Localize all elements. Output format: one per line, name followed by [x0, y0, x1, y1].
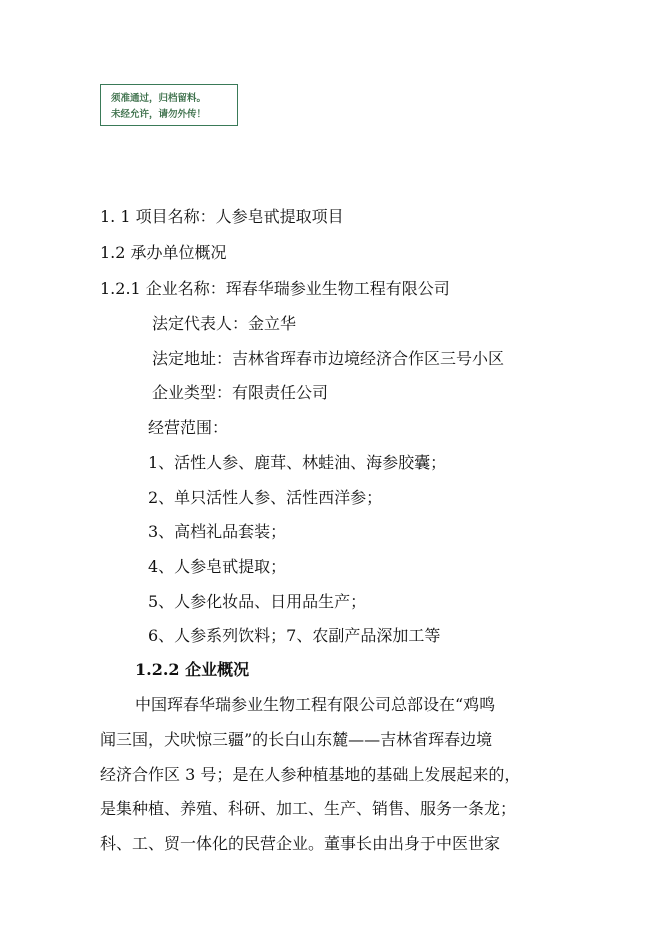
overview-paragraph-line-5: 科、工、贸一体化的民营企业。董事长由出身于中医世家: [100, 834, 501, 853]
scope-item-3: 3、高档礼品套装；: [148, 522, 287, 541]
scope-item-2: 2、单只活性人参、活性西洋参；: [148, 488, 383, 507]
project-name-heading: 1. 1 项目名称：人参皂甙提取项目: [100, 207, 344, 226]
overview-paragraph-line-4: 是集种植、养殖、科研、加工、生产、销售、服务一条龙；: [100, 799, 517, 818]
scope-item-6-7: 6、人参系列饮料；7、农副产品深加工等: [148, 626, 441, 645]
scope-item-5: 5、人参化妆品、日用品生产；: [148, 592, 367, 611]
stamp-line-2: 未经允许，请勿外传！: [111, 109, 207, 120]
scope-item-1: 1、活性人参、鹿茸、林蛙油、海参胶囊；: [148, 453, 447, 472]
overview-paragraph-line-3: 经济合作区 3 号；是在人参种植基地的基础上发展起来的，: [100, 765, 521, 784]
company-overview-heading: 1.2.2 企业概况: [135, 660, 250, 679]
business-scope-label: 经营范围：: [148, 418, 229, 437]
organizer-overview-heading: 1.2 承办单位概况: [100, 243, 227, 262]
company-type-line: 企业类型：有限责任公司: [152, 383, 329, 402]
legal-representative-line: 法定代表人：金立华: [152, 314, 297, 333]
scope-item-4: 4、人参皂甙提取；: [148, 557, 287, 576]
approval-stamp-box: [100, 84, 238, 126]
overview-paragraph-line-1: 中国珲春华瑞参业生物工程有限公司总部设在“鸡鸣: [135, 695, 496, 714]
legal-address-line: 法定地址：吉林省珲春市边境经济合作区三号小区: [152, 349, 505, 368]
company-name-line: 1.2.1 企业名称：珲春华瑞参业生物工程有限公司: [100, 279, 450, 298]
stamp-line-1: 须准通过，归档留料。: [111, 93, 207, 104]
overview-paragraph-line-2: 闻三国，犬吠惊三疆”的长白山东麓——吉林省珲春边境: [100, 730, 493, 749]
